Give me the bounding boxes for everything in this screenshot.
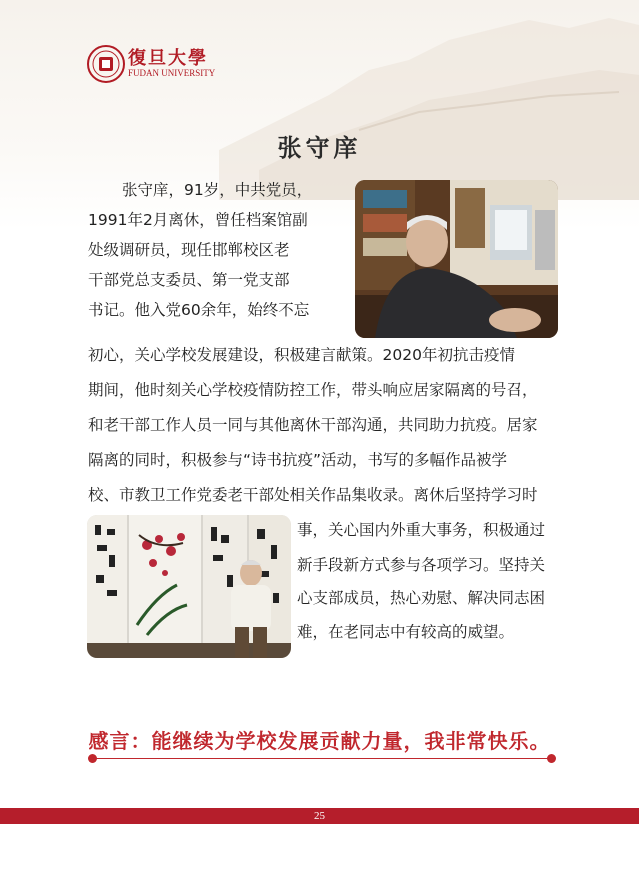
body-line: 期间，他时刻关心学校疫情防控工作，带头响应居家隔离的号召， xyxy=(88,381,538,399)
body-line: 书记。他入党60余年，始终不忘 xyxy=(88,301,310,319)
body-line: 和老干部工作人员一同与其他离休干部沟通，共同助力抗疫。居家 xyxy=(88,416,538,434)
body-line: 处级调研员，现任邯郸校区老 xyxy=(88,241,290,259)
motto-quote: 感言：能继续为学校发展贡献力量，我非常快乐。 xyxy=(88,729,551,753)
body-line: 张守庠，91岁，中共党员， xyxy=(122,181,313,199)
calligraphy-exhibition-photo xyxy=(87,515,291,658)
logo-chinese-name: 復旦大學 xyxy=(128,48,208,69)
divider-left-dot xyxy=(88,754,97,763)
page-title: 张守庠 xyxy=(277,133,362,162)
body-line: 隔离的同时，积极参与“诗书抗疫”活动，书写的多幅作品被学 xyxy=(88,451,508,469)
motto-divider xyxy=(92,758,552,759)
page-number: 25 xyxy=(314,810,325,822)
fudan-logo xyxy=(86,40,216,88)
portrait-photo-office xyxy=(355,180,558,338)
mountain-watermark xyxy=(219,0,639,200)
body-line: 1991年2月离休，曾任档案馆副 xyxy=(88,211,308,229)
university-seal-icon xyxy=(86,44,126,84)
logo-english-name: FUDAN UNIVERSITY xyxy=(128,68,216,78)
divider-right-dot xyxy=(547,754,556,763)
body-line: 初心，关心学校发展建设，积极建言献策。2020年初抗击疫情 xyxy=(88,346,515,364)
body-line: 心支部成员，热心劝慰、解决同志困 xyxy=(297,589,546,607)
body-line: 校、市教卫工作党委老干部处相关作品集收录。离休后坚持学习时 xyxy=(88,486,538,504)
body-line: 新手段新方式参与各项学习。坚持关 xyxy=(297,556,546,574)
body-line: 事，关心国内外重大事务，积极通过 xyxy=(297,521,546,539)
body-line: 干部党总支委员、第一党支部 xyxy=(88,271,290,289)
body-line: 难，在老同志中有较高的威望。 xyxy=(297,623,515,641)
